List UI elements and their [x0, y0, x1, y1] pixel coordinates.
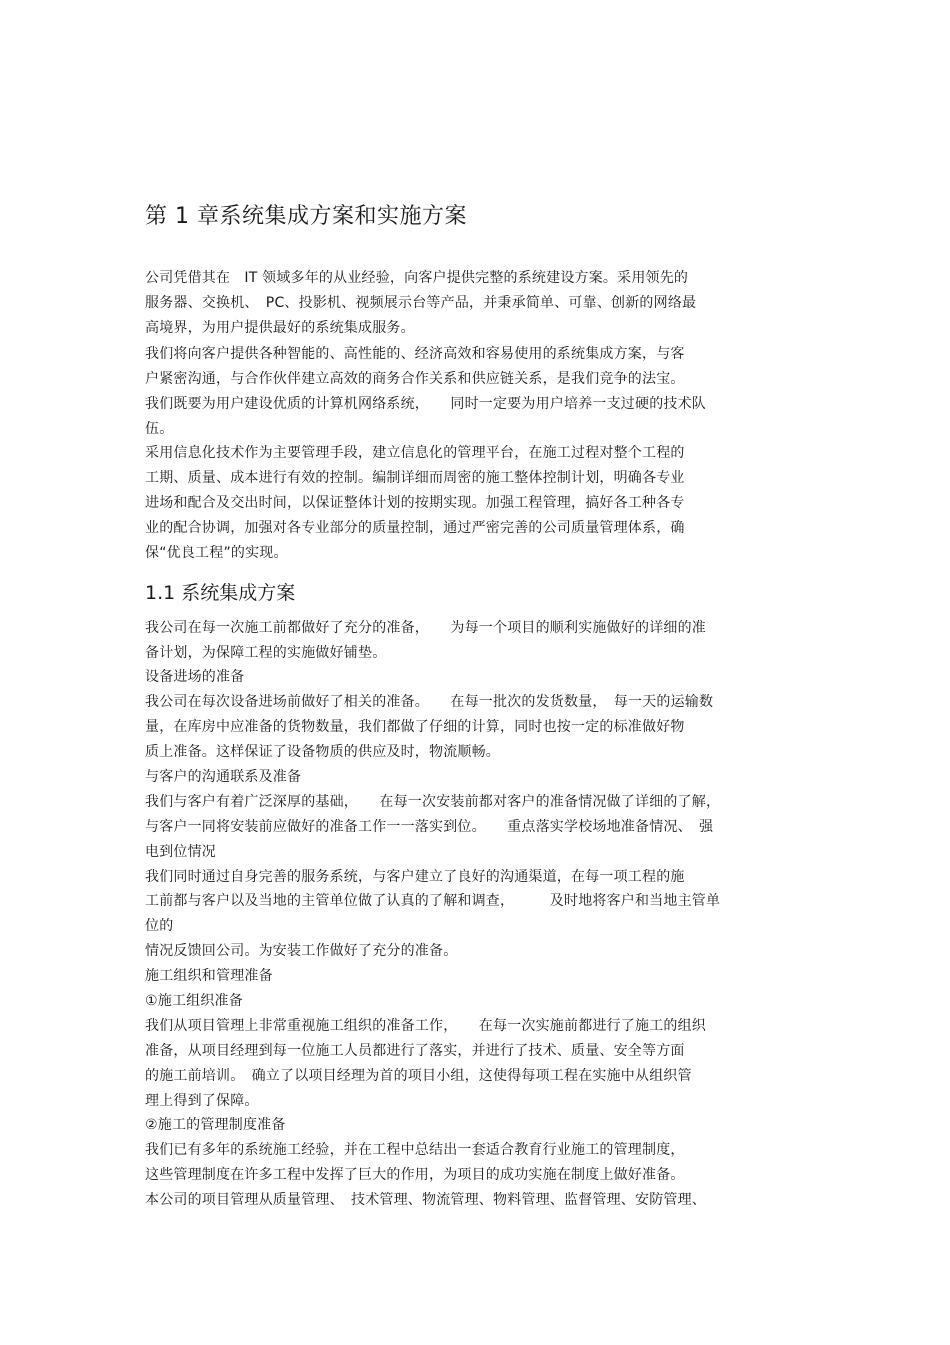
paragraph-line: 理上得到了保障。 [145, 1093, 259, 1109]
paragraph-line: 服务器、交换机、 PC、投影机、视频展示台等产品，并秉承简单、可靠、创新的网络最 [145, 295, 697, 311]
paragraph-line: 备计划，为保障工程的实施做好铺垫。 [145, 645, 387, 661]
paragraph-line: 高境界，为用户提供最好的系统集成服务。 [145, 320, 415, 336]
paragraph-line: 公司凭借其在 IT 领域多年的从业经验，向客户提供完整的系统建设方案。采用领先的 [145, 270, 689, 286]
paragraph-line: 业的配合协调，加强对各专业部分的质量控制，通过严密完善的公司质量管理体系，确 [145, 520, 685, 536]
paragraph-line: 本公司的项目管理从质量管理、 技术管理、物流管理、物料管理、监督管理、安防管理、 [145, 1192, 706, 1208]
paragraph-line: 我们同时通过自身完善的服务系统，与客户建立了良好的沟通渠道，在每一项工程的施 [145, 869, 685, 885]
paragraph-line: 保“优良工程”的实现。 [145, 545, 288, 561]
paragraph-line: 这些管理制度在许多工程中发挥了巨大的作用，为项目的成功实施在制度上做好准备。 [145, 1167, 685, 1183]
subheading: 设备进场的准备 [145, 669, 245, 685]
paragraph-line: 的施工前培训。 确立了以项目经理为首的项目小组，这使得每项工程在实施中从组织管 [145, 1068, 692, 1084]
paragraph-line: 位的 [145, 918, 174, 934]
paragraph-line: 准备，从项目经理到每一位施工人员都进行了落实，并进行了技术、质量、安全等方面 [145, 1043, 685, 1059]
subheading: ②施工的管理制度准备 [145, 1117, 286, 1133]
paragraph-line: 我公司在每次设备进场前做好了相关的准备。 在每一批次的发货数量， 每一天的运输数 [145, 694, 714, 710]
paragraph-line: 采用信息化技术作为主要管理手段，建立信息化的管理平台，在施工过程对整个工程的 [145, 445, 685, 461]
paragraph-line: 我公司在每一次施工前都做好了充分的准备， 为每一个项目的顺利实施做好的详细的准 [145, 620, 706, 636]
paragraph-line: 情况反馈回公司。为安装工作做好了充分的准备。 [145, 943, 458, 959]
subheading: 施工组织和管理准备 [145, 968, 273, 984]
paragraph-line: 户紧密沟通，与合作伙伴建立高效的商务合作关系和供应链关系，是我们竞争的法宝。 [145, 371, 685, 387]
paragraph-line: 我们从项目管理上非常重视施工组织的准备工作， 在每一次实施前都进行了施工的组织 [145, 1018, 706, 1034]
paragraph-line: 我们既要为用户建设优质的计算机网络系统， 同时一定要为用户培养一支过硬的技术队 [145, 396, 706, 412]
paragraph-line: 工前都与客户以及当地的主管单位做了认真的了解和调查， 及时地将客户和当地主管单 [145, 893, 721, 909]
paragraph-line: 工期、质量、成本进行有效的控制。编制详细而周密的施工整体控制计划，明确各专业 [145, 470, 685, 486]
paragraph-line: 我们将向客户提供各种智能的、高性能的、经济高效和容易使用的系统集成方案，与客 [145, 346, 685, 362]
paragraph-line: 量，在库房中应准备的货物数量，我们都做了仔细的计算，同时也按一定的标准做好物 [145, 719, 685, 735]
chapter-title: 第 1 章系统集成方案和实施方案 [145, 204, 467, 229]
paragraph-line: 与客户一同将安装前应做好的准备工作一一落实到位。 重点落实学校场地准备情况、 强 [145, 819, 714, 835]
paragraph-line: 电到位情况 [145, 844, 216, 860]
subheading: ①施工组织准备 [145, 993, 243, 1009]
paragraph-line: 质上准备。这样保证了设备物质的供应及时，物流顺畅。 [145, 744, 500, 760]
subheading: 与客户的沟通联系及准备 [145, 769, 302, 785]
paragraph-line: 我们与客户有着广泛深厚的基础， 在每一次安装前都对客户的准备情况做了详细的了解， [145, 794, 721, 810]
section-heading: 1.1 系统集成方案 [145, 582, 296, 604]
paragraph-line: 进场和配合及交出时间，以保证整体计划的按期实现。加强工程管理，搞好各工种各专 [145, 495, 685, 511]
paragraph-line: 伍。 [145, 421, 174, 437]
paragraph-line: 我们已有多年的系统施工经验，并在工程中总结出一套适合教育行业施工的管理制度， [145, 1142, 685, 1158]
